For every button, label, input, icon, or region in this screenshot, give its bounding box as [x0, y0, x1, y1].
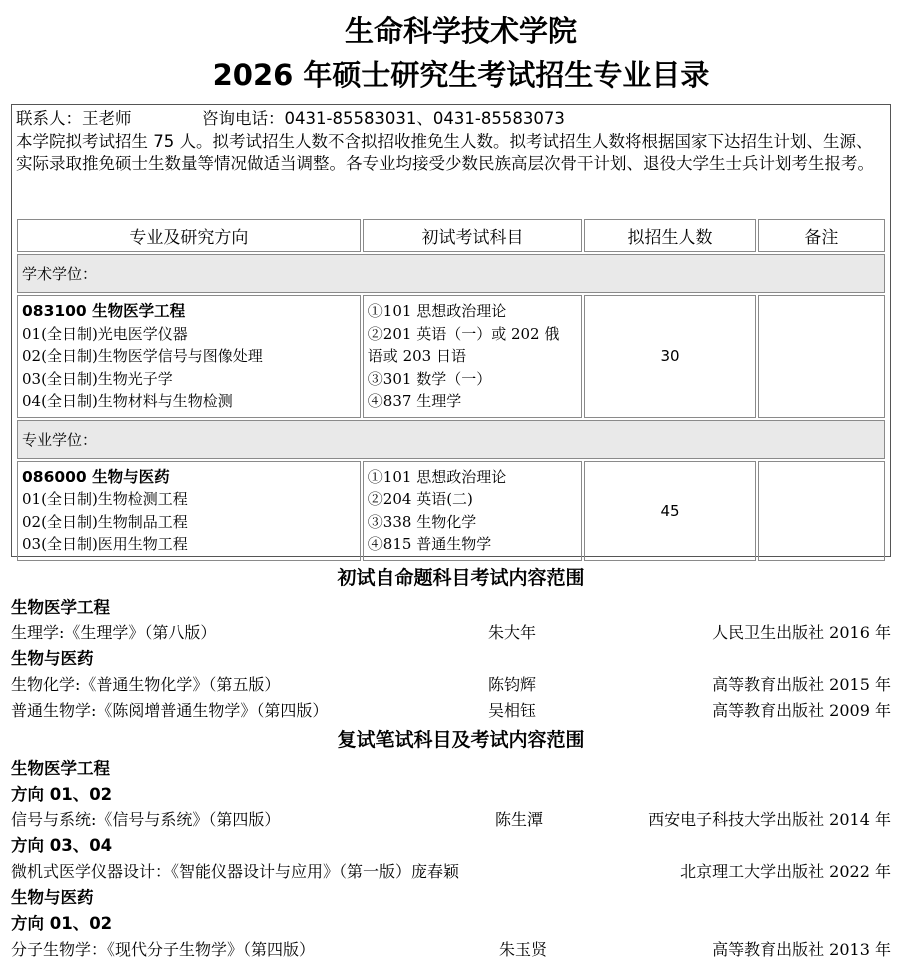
- column-header: 拟招生人数: [584, 219, 755, 252]
- book-author: 陈生潭: [495, 810, 544, 829]
- book-publisher: 高等教育出版社 2013 年: [712, 940, 891, 959]
- table-row: [17, 295, 885, 418]
- note-cell: [758, 295, 885, 418]
- column-header: 备注: [758, 219, 885, 252]
- direction-label: 方向 01、02: [11, 914, 113, 933]
- column-header: 初试考试科目: [363, 219, 583, 252]
- direction-label: 方向 03、04: [11, 836, 113, 855]
- admission-notice: 本学院拟考试招生 75 人。拟考试招生人数不含拟招收推免生人数。拟考试招生人数将根据国家下达招生计划、生源、实际录取推免硕士生数量等情况做适当调整。各专业均接受少数民族高层次骨干计划、退役大学生士兵计划考生报考。: [16, 131, 874, 173]
- section-row-academic: [17, 254, 885, 293]
- book-author: 朱大年: [488, 623, 537, 642]
- direction-label: 方向 01、02: [11, 785, 113, 804]
- group-name: 生物医学工程: [11, 759, 110, 778]
- direction-item: 01(全日制)生物检测工程: [22, 490, 188, 508]
- book-title: 分子生物学：《现代分子生物学》（第四版）: [11, 940, 316, 959]
- program-name: 086000 生物与医药: [22, 467, 170, 486]
- contact-person: 联系人：王老师: [16, 109, 132, 128]
- book-title: 生理学:《生理学》（第八版）: [11, 623, 217, 642]
- contact-phone: 咨询电话：0431-85583031、0431-85583073: [202, 109, 565, 128]
- book-publisher: 北京理工大学出版社 2022 年: [680, 862, 891, 881]
- subject-item: ①101 思想政治理论: [367, 467, 507, 486]
- subject-item: ③338 生物化学: [367, 512, 477, 531]
- program-table: [15, 217, 887, 563]
- quota-cell: 30: [584, 295, 755, 418]
- quota-cell: 45: [584, 461, 755, 561]
- table-header-row: [17, 219, 885, 252]
- book-author: 吴相钰: [488, 701, 537, 720]
- program-cell: [17, 295, 361, 418]
- book-row: [11, 937, 891, 963]
- direction-item: 03(全日制)生物光子学: [22, 369, 173, 388]
- book-title: 普通生物学:《陈阅增普通生物学》（第四版）: [11, 701, 329, 720]
- direction-item: 02(全日制)生物制品工程: [22, 512, 188, 531]
- direction-item: 04(全日制)生物材料与生物检测: [22, 392, 233, 410]
- group-name: 生物医学工程: [11, 598, 110, 617]
- catalog-sheet: [11, 104, 891, 557]
- book-row: [11, 859, 891, 885]
- section-label: 学术学位：: [17, 254, 885, 293]
- direction-item: 02(全日制)生物医学信号与图像处理: [22, 347, 263, 365]
- group-name: 生物与医药: [11, 649, 94, 668]
- subject-item: ③301 数学（一）: [367, 369, 492, 388]
- section-row-professional: [17, 420, 885, 459]
- book-title: 信号与系统:《信号与系统》（第四版）: [11, 810, 281, 829]
- program-name: 083100 生物医学工程: [22, 302, 186, 320]
- book-publisher: 人民卫生出版社 2016 年: [712, 623, 891, 642]
- subject-item: ②204 英语(二): [367, 490, 473, 508]
- subjects-cell: [363, 295, 583, 418]
- page-subtitle: 2026 年硕士研究生考试招生专业目录: [212, 58, 710, 92]
- info-block: [16, 108, 886, 176]
- group-name: 生物与医药: [11, 888, 94, 907]
- book-title: 生物化学:《普通生物化学》（第五版）: [11, 675, 281, 694]
- subject-item: ④837 生理学: [367, 392, 462, 410]
- subjects-cell: [363, 461, 583, 561]
- retest-heading: 复试笔试科目及考试内容范围: [337, 729, 585, 751]
- contact-line: [16, 108, 886, 131]
- book-author: 陈钧辉: [488, 675, 537, 694]
- direction-item: 01(全日制)光电医学仪器: [22, 324, 188, 343]
- book-publisher: 高等教育出版社 2015 年: [712, 675, 891, 694]
- note-cell: [758, 461, 885, 561]
- subject-item: 语或 203 日语: [367, 347, 466, 365]
- table-row: [17, 461, 885, 561]
- direction-item: 03(全日制)医用生物工程: [22, 535, 188, 553]
- program-cell: [17, 461, 361, 561]
- initial-exam-heading: 初试自命题科目考试内容范围: [337, 567, 585, 589]
- page-title: 生命科学技术学院: [344, 14, 577, 48]
- book-publisher: 西安电子科技大学出版社 2014 年: [648, 810, 891, 829]
- column-header: 专业及研究方向: [17, 219, 361, 252]
- book-row: [11, 698, 891, 724]
- book-publisher: 高等教育出版社 2009 年: [712, 701, 891, 720]
- book-author: 朱玉贤: [499, 940, 548, 959]
- book-title: 微机式医学仪器设计：《智能仪器设计与应用》（第一版）庞春颖: [11, 862, 460, 881]
- subject-item: ②201 英语（一）或 202 俄: [367, 324, 560, 343]
- book-row: [11, 672, 891, 698]
- book-row: [11, 620, 891, 646]
- subject-item: ①101 思想政治理论: [367, 302, 507, 320]
- book-row: [11, 807, 891, 833]
- section-label: 专业学位：: [17, 420, 885, 459]
- subject-item: ④815 普通生物学: [367, 535, 492, 553]
